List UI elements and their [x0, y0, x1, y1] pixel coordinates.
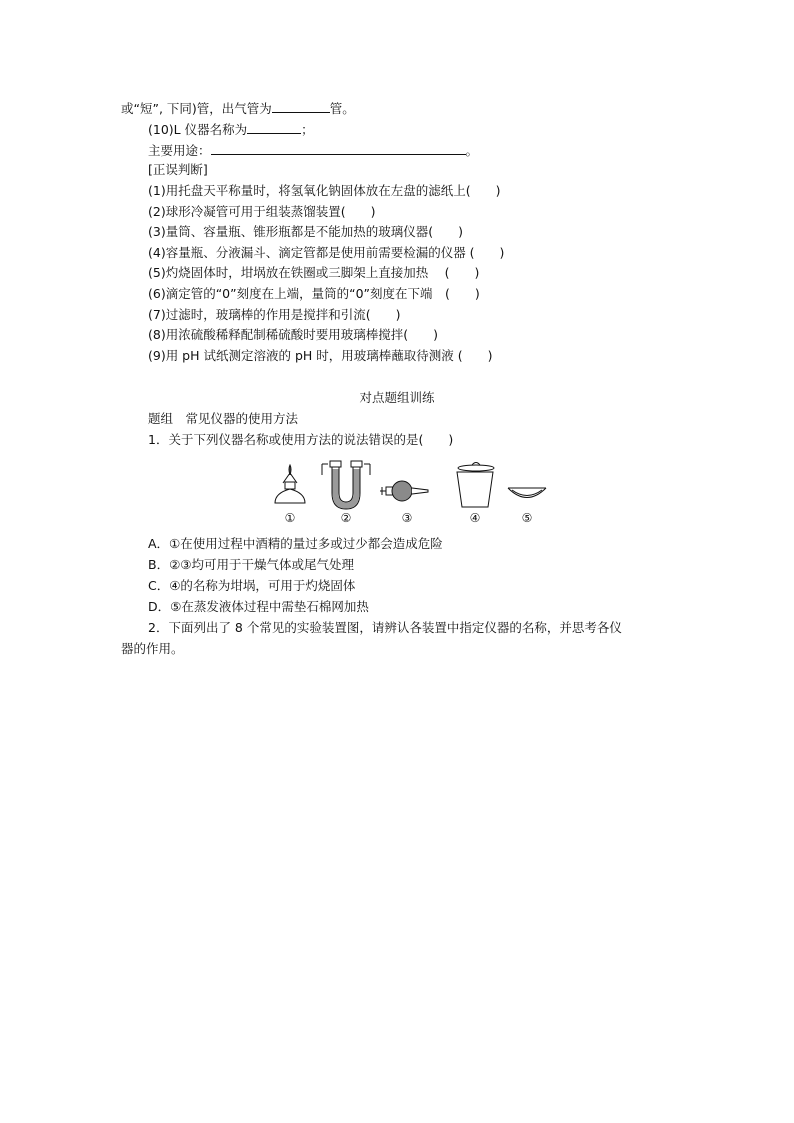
u-drying-tube-icon [322, 461, 370, 509]
judge-item: (1)用托盘天平称量时，将氢氧化钠固体放在左盘的滤纸上( ) [148, 183, 501, 198]
answer-blank[interactable] [211, 141, 466, 155]
question-2-line2: 器的作用。 [121, 641, 184, 656]
text-segment: ； [301, 122, 314, 137]
option-b[interactable]: B．②③均可用于干燥气体或尾气处理 [148, 557, 354, 572]
text-segment: (10)L 仪器名称为 [148, 122, 248, 137]
fill-line-q10-name [148, 120, 314, 139]
question-1-stem: 1．关于下列仪器名称或使用方法的说法错误的是( ) [148, 432, 454, 447]
figure-label: ⑤ [521, 511, 533, 525]
fill-line-outlet-tube [121, 99, 355, 118]
judge-item: (6)滴定管的“0”刻度在上端，量筒的“0”刻度在下端 ( ) [148, 286, 480, 301]
figure-label: ① [284, 511, 296, 525]
option-a[interactable]: A．①在使用过程中酒精的量过多或过少都会造成危险 [148, 536, 443, 551]
judge-item: (3)量筒、容量瓶、锥形瓶都是不能加热的玻璃仪器( ) [148, 224, 463, 239]
judge-item: (5)灼烧固体时，坩埚放在铁圈或三脚架上直接加热 ( ) [148, 265, 480, 280]
text-segment: 管。 [329, 101, 355, 116]
answer-blank[interactable] [272, 99, 330, 113]
question-2-line1: 2．下面列出了 8 个常见的实验装置图，请辨认各装置中指定仪器的名称，并思考各仪 [148, 620, 622, 635]
figure-label: ④ [469, 511, 481, 525]
text-segment: 主要用途： [148, 143, 211, 158]
judge-item: (7)过滤时，玻璃棒的作用是搅拌和引流( ) [148, 307, 401, 322]
figure-label: ② [340, 511, 352, 525]
judge-item: (4)容量瓶、分液漏斗、滴定管都是使用前需要检漏的仪器 ( ) [148, 245, 505, 260]
judge-item: (8)用浓硫酸稀释配制稀硫酸时要用玻璃棒搅拌( ) [148, 327, 438, 342]
evaporating-dish-icon [508, 488, 546, 498]
answer-blank[interactable] [247, 120, 301, 134]
judge-heading: [正误判断] [148, 162, 208, 177]
judge-item: (9)用 pH 试纸测定溶液的 pH 时，用玻璃棒蘸取待测液 ( ) [148, 348, 493, 363]
fill-line-q10-use [148, 141, 478, 160]
spherical-drying-tube-icon [380, 481, 428, 501]
option-d[interactable]: D．⑤在蒸发液体过程中需垫石棉网加热 [148, 599, 369, 614]
apparatus-figure [268, 455, 548, 527]
option-c[interactable]: C．④的名称为坩埚，可用于灼烧固体 [148, 578, 356, 593]
judge-item: (2)球形冷凝管可用于组装蒸馏装置( ) [148, 204, 376, 219]
section-title: 对点题组训练 [359, 390, 435, 405]
text-segment: 。 [465, 143, 479, 158]
alcohol-lamp-icon [275, 465, 305, 503]
crucible-icon [457, 463, 494, 508]
group-heading: 题组 常见仪器的使用方法 [148, 411, 299, 426]
text-segment: 或“短”, 下同)管，出气管为 [121, 101, 272, 116]
figure-label: ③ [401, 511, 413, 525]
